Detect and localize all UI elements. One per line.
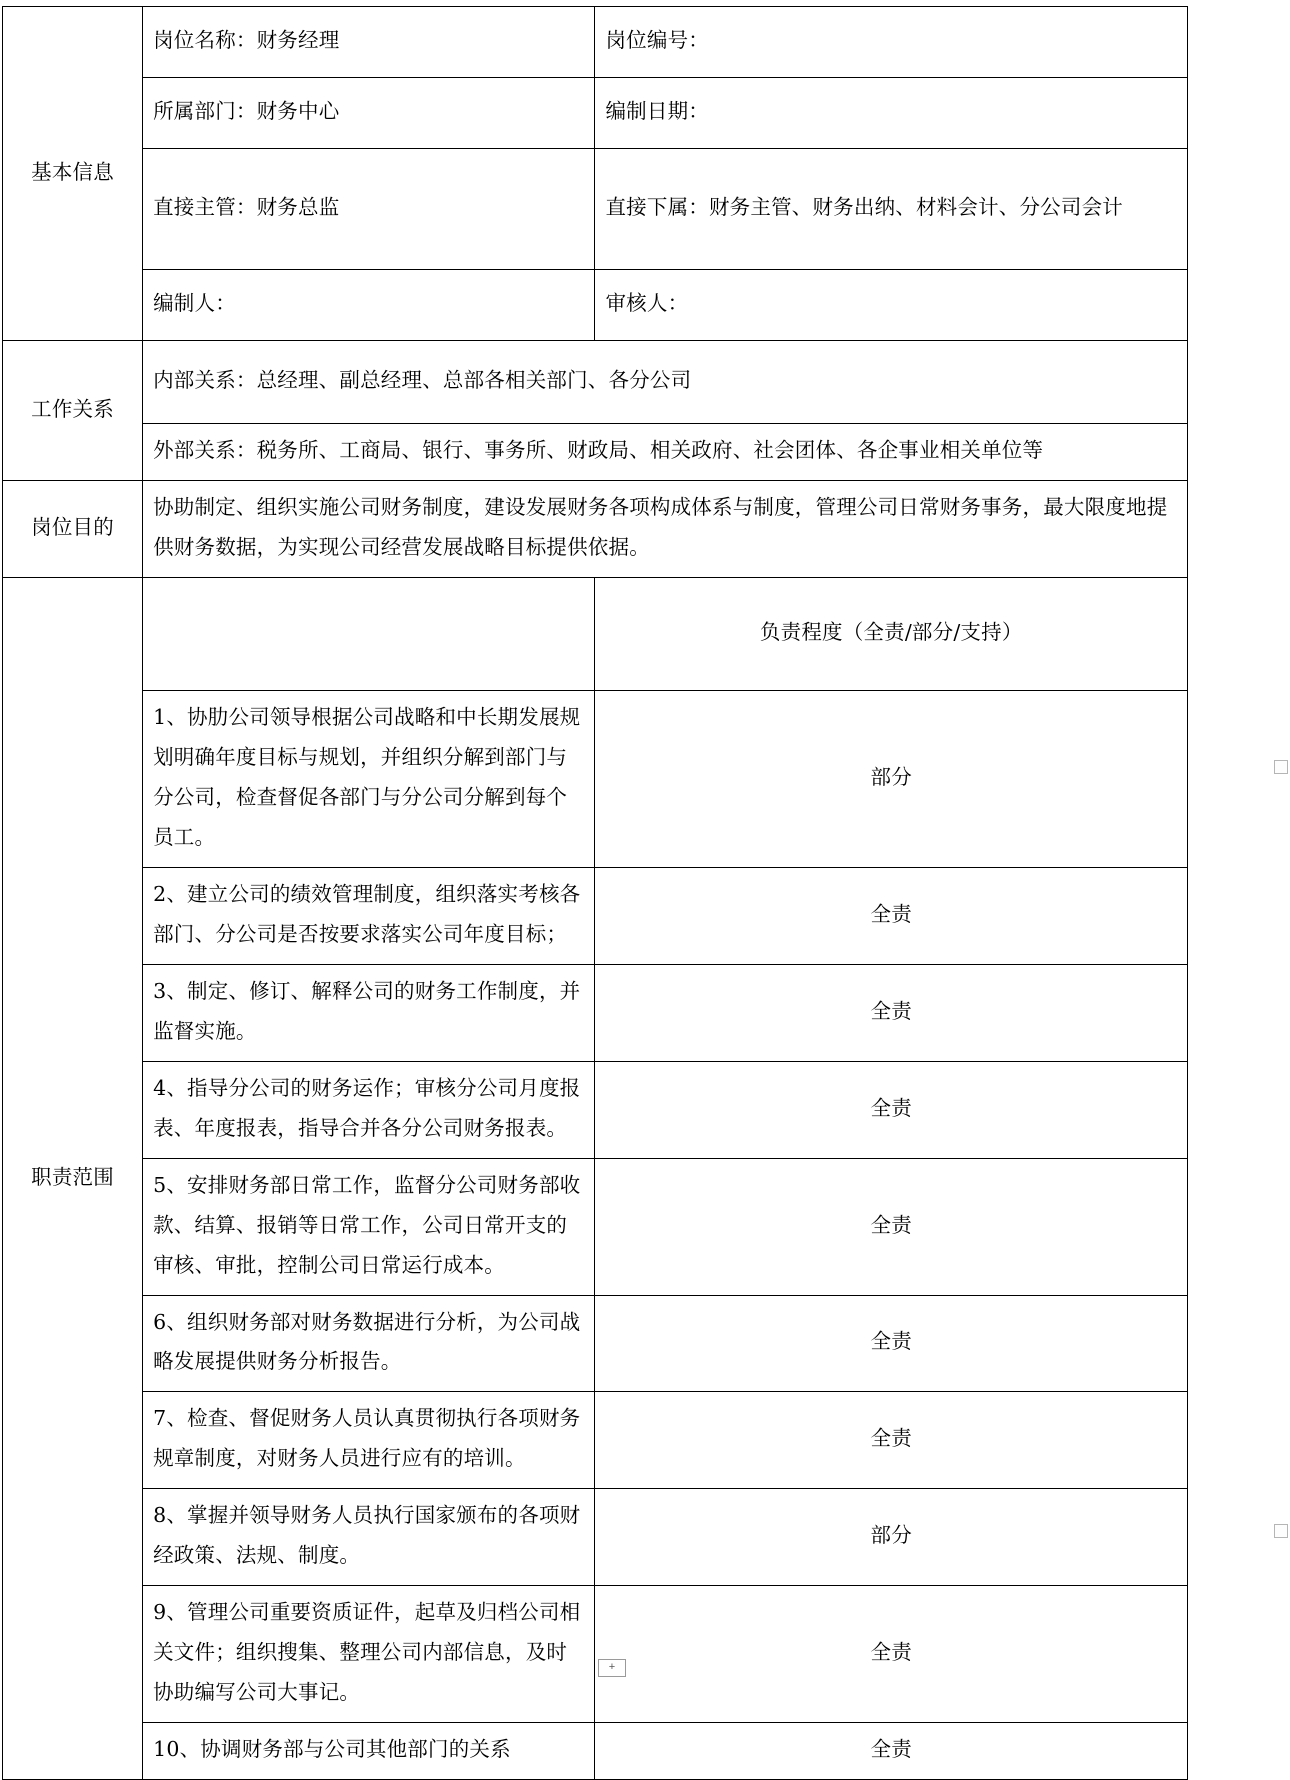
field-reviewed-by: 审核人： — [595, 270, 1188, 341]
duty-item-text-6: 6、组织财务部对财务数据进行分析，为公司战略发展提供财务分析报告。 — [143, 1295, 595, 1392]
table-row — [3, 1295, 1188, 1392]
field-job-code: 岗位编号： — [595, 7, 1188, 78]
duty-item-level-1: 部分 — [595, 690, 1188, 867]
table-add-row-handle[interactable]: + — [598, 1659, 626, 1677]
duty-item-level-9: 全责 — [595, 1586, 1188, 1723]
table-row — [3, 1392, 1188, 1489]
field-job-title: 岗位名称：财务经理 — [143, 7, 595, 78]
table-row — [3, 149, 1188, 270]
field-external-relations: 外部关系：税务所、工商局、银行、事务所、财政局、相关政府、社会团体、各企事业相关单位等 — [143, 424, 1188, 481]
duty-item-level-4: 全责 — [595, 1061, 1188, 1158]
job-description-table — [2, 6, 1188, 1780]
duty-item-level-10: 全责 — [595, 1723, 1188, 1780]
table-row — [3, 1061, 1188, 1158]
duty-item-text-8: 8、掌握并领导财务人员执行国家颁布的各项财经政策、法规、制度。 — [143, 1489, 595, 1586]
duty-item-level-7: 全责 — [595, 1392, 1188, 1489]
duty-item-level-8: 部分 — [595, 1489, 1188, 1586]
table-row — [3, 690, 1188, 867]
table-row — [3, 7, 1188, 78]
duties-header-blank — [143, 577, 595, 690]
duty-item-level-6: 全责 — [595, 1295, 1188, 1392]
section-label-job-purpose: 岗位目的 — [3, 480, 143, 577]
duty-item-text-7: 7、检查、督促财务人员认真贯彻执行各项财务规章制度，对财务人员进行应有的培训。 — [143, 1392, 595, 1489]
section-label-duties: 职责范围 — [3, 577, 143, 1779]
section-label-basic-info: 基本信息 — [3, 7, 143, 341]
field-direct-supervisor: 直接主管：财务总监 — [143, 149, 595, 270]
table-row — [3, 78, 1188, 149]
table-row — [3, 424, 1188, 481]
page-edge-marker-bottom — [1274, 1524, 1288, 1538]
table-row — [3, 577, 1188, 690]
duty-item-level-5: 全责 — [595, 1158, 1188, 1295]
duty-item-level-3: 全责 — [595, 964, 1188, 1061]
table-row — [3, 1586, 1188, 1723]
duty-item-text-10: 10、协调财务部与公司其他部门的关系 — [143, 1723, 595, 1780]
duty-item-text-4: 4、指导分公司的财务运作；审核分公司月度报表、年度报表，指导合并各分公司财务报表。 — [143, 1061, 595, 1158]
field-internal-relations: 内部关系：总经理、副总经理、总部各相关部门、各分公司 — [143, 341, 1188, 424]
table-row — [3, 480, 1188, 577]
table-row — [3, 1489, 1188, 1586]
table-row — [3, 270, 1188, 341]
duty-item-level-2: 全责 — [595, 867, 1188, 964]
page-edge-marker-top — [1274, 760, 1288, 774]
section-label-work-relations: 工作关系 — [3, 341, 143, 481]
table-row — [3, 341, 1188, 424]
duty-item-text-5: 5、安排财务部日常工作，监督分公司财务部收款、结算、报销等日常工作，公司日常开支的审核、审批，控制公司日常运行成本。 — [143, 1158, 595, 1295]
field-direct-reports: 直接下属：财务主管、财务出纳、材料会计、分公司会计 — [595, 149, 1188, 270]
table-row — [3, 964, 1188, 1061]
duty-item-text-1: 1、协肋公司领导根据公司战略和中长期发展规划明确年度目标与规划，并组织分解到部门与分公司，检查督促各部门与分公司分解到每个员工。 — [143, 690, 595, 867]
table-row — [3, 1158, 1188, 1295]
table-row — [3, 867, 1188, 964]
duty-item-text-9: 9、管理公司重要资质证件，起草及归档公司相关文件；组织搜集、整理公司内部信息，及时协助编写公司大事记。 — [143, 1586, 595, 1723]
duty-item-text-2: 2、建立公司的绩效管理制度，组织落实考核各部门、分公司是否按要求落实公司年度目标； — [143, 867, 595, 964]
field-job-purpose-text: 协助制定、组织实施公司财务制度，建设发展财务各项构成体系与制度，管理公司日常财务事务，最大限度地提供财务数据，为实现公司经营发展战略目标提供依据。 — [143, 480, 1188, 577]
table-row — [3, 1723, 1188, 1780]
duty-item-text-3: 3、制定、修订、解释公司的财务工作制度，并监督实施。 — [143, 964, 595, 1061]
field-prepared-date: 编制日期： — [595, 78, 1188, 149]
field-department: 所属部门：财务中心 — [143, 78, 595, 149]
duties-header-responsibility-level: 负责程度（全责/部分/支持） — [595, 577, 1188, 690]
field-prepared-by: 编制人： — [143, 270, 595, 341]
